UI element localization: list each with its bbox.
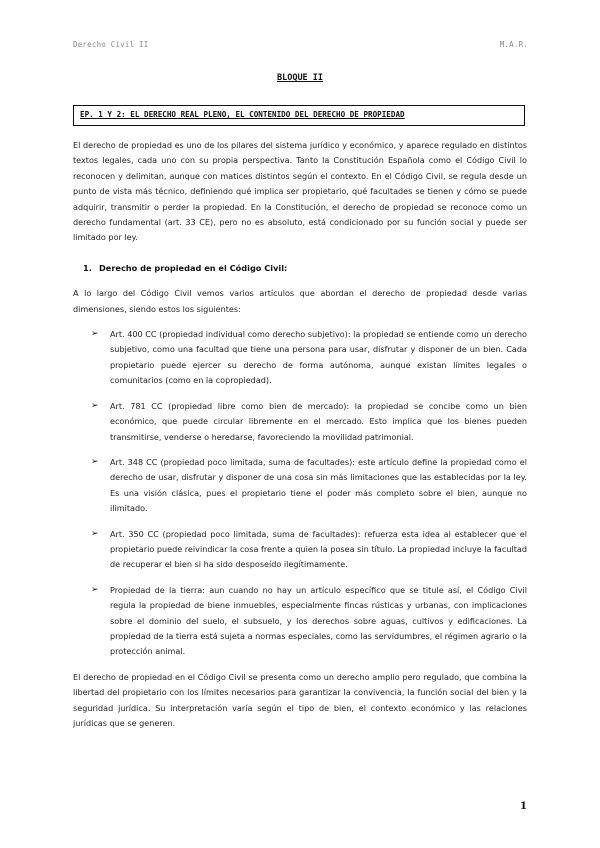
header-author-initials: M.A.R. (499, 40, 528, 49)
arrow-bullet-icon: ➢ (91, 329, 99, 340)
list-item (73, 399, 527, 445)
episode-title: EP. 1 Y 2: EL DERECHO REAL PLENO, EL CONTENIDO DEL DERECHO DE PROPIEDAD (80, 110, 405, 119)
episode-title-box (73, 105, 525, 126)
list-item-text: Art. 350 CC (propiedad poco limitada, suma de facultades): refuerza esta idea al establecer que el propietario puede reivindicar la cosa frente a quien la posea sin título. La propiedad incluye la facultad de recuperar el bien si ha sido desposeído ilegítimamente. (110, 528, 527, 570)
list-item (73, 583, 527, 660)
section-heading (83, 261, 527, 276)
list-item-text: Art. 781 CC (propiedad libre como bien de mercado): la propiedad se concibe como un bien económico, que puede circular libremente en el mercado. Esto implica que los bienes pueden transmitirse, venderse o heredarse, favoreciendo la movilidad patrimonial. (110, 400, 527, 442)
arrow-bullet-icon: ➢ (91, 456, 99, 467)
list-item (73, 327, 527, 389)
list-item-text: Propiedad de la tierra: aun cuando no hay un artículo específico que se titule así, el Código Civil regula la propiedad de biene inmuebles, especialmente fincas rústicas y urbanas, con implicaciones sobre el dominio del suelo, el subsuelo, y los derechos sobre aguas, cultivos y edificaciones. La propiedad de la tierra está sujeta a normas especiales, como las servidumbres, el régimen agrario o la protección animal. (110, 584, 527, 657)
list-item-text: Art. 400 CC (propiedad individual como derecho subjetivo): la propiedad se entiende como un derecho subjetivo, como una facultad que tiene una persona para usar, disfrutar y disponer de un bien. Cada propietario puede ejercer su derecho de forma autónoma, aunque existan límites legales o comunitarios (como en la copropiedad). (110, 329, 527, 386)
header-course-title: Derecho Civil II (73, 40, 149, 49)
conclusion-paragraph: El derecho de propiedad en el Código Civil se presenta como un derecho amplio pero regulado, que combina la libertad del propietario con los límites necesarios para garantizar la convivencia, la función social del bien y la seguridad jurídica. Su interpretación varía según el tipo de bien, el contexto económico y las relaciones jurídicas que se generen. (73, 671, 527, 728)
list-item (73, 455, 527, 517)
intro-paragraph: El derecho de propiedad es uno de los pilares del sistema jurídico y económico, y aparece regulado en distintos textos legales, cada uno con su propia perspectiva. Tanto la Constitución Española como el Código Civil lo reconocen y delimitan, aunque con matices distintos según el contexto. En el Código Civil, se regula desde un punto de vista más técnico, definiendo qué implica ser propietario, qué facultades se tienen y cómo se puede adquirir, transmitir o perder la propiedad. En la Constitución, el derecho de propiedad se reconoce como un derecho fundamental (art. 33 CE), pero no es absoluto, está condicionado por su función social y puede ser limitado por ley. (73, 140, 527, 243)
arrow-bullet-icon: ➢ (91, 584, 99, 595)
list-item (73, 527, 527, 573)
page-number: 1 (520, 801, 527, 812)
block-title: BLOQUE II (276, 73, 324, 83)
article-list (73, 327, 527, 660)
section-title: Derecho de propiedad en el Código Civil: (99, 262, 288, 273)
list-item-text: Art. 348 CC (propiedad poco limitada, suma de facultades): este artículo define la propiedad como el derecho de usar, disfrutar y disponer de una cosa sin más limitaciones que las establecidas por la ley. Es una visión clásica, pues el propietario tiene el poder más completo sobre el bien, aunque no ilimitado. (110, 456, 527, 514)
lead-paragraph: A lo largo del Código Civil vemos varios artículos que abordan el derecho de propiedad desde varias dimensiones, siendo estos los siguientes: (73, 288, 527, 314)
arrow-bullet-icon: ➢ (91, 528, 99, 539)
arrow-bullet-icon: ➢ (91, 400, 99, 411)
document-body (73, 138, 527, 731)
section-number: 1. (83, 262, 92, 273)
